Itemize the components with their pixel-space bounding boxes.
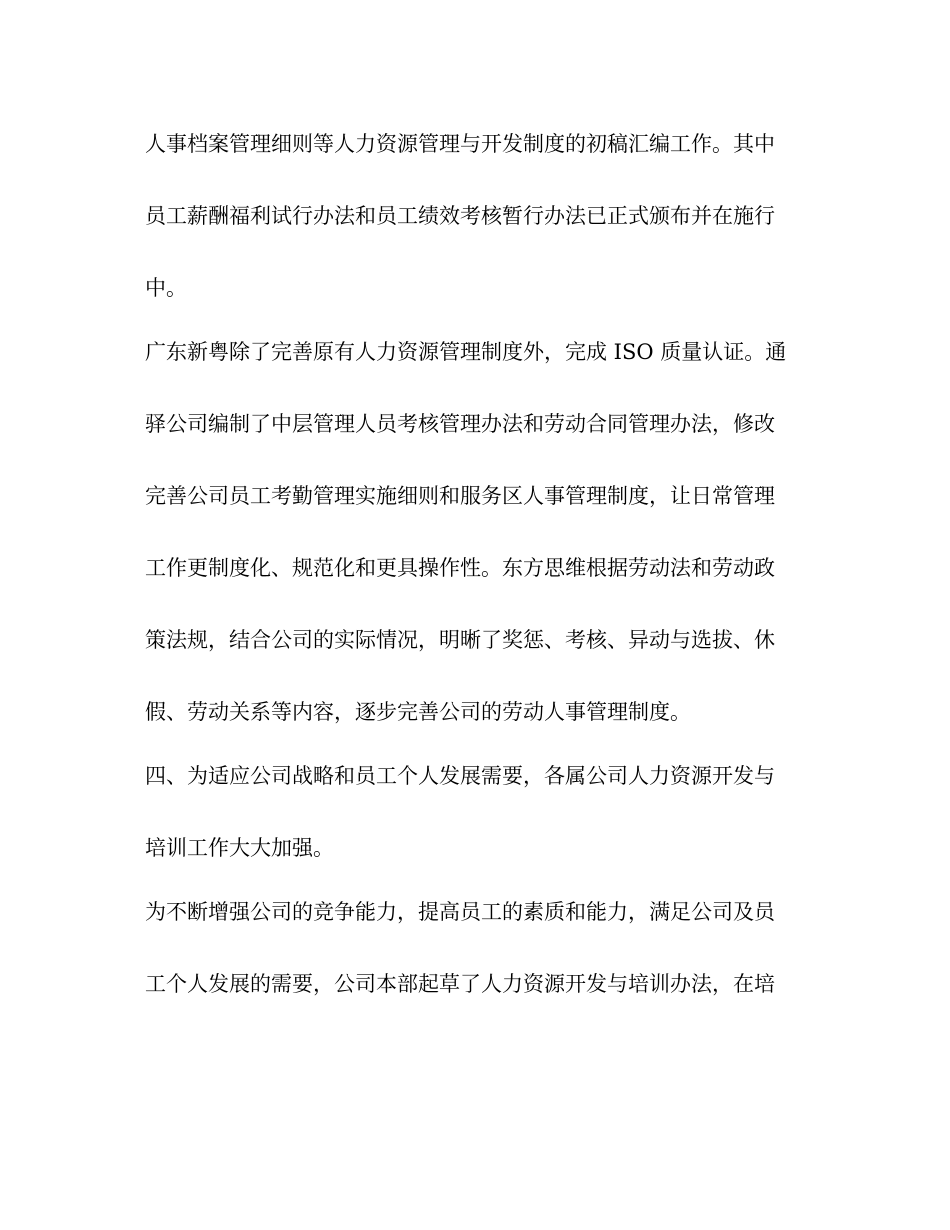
- paragraph-line: 工作更制度化、规范化和更具操作性。东方思维根据劳动法和劳动政: [145, 556, 775, 580]
- paragraph-line: 驿公司编制了中层管理人员考核管理办法和劳动合同管理办法，修改: [145, 412, 775, 436]
- paragraph-line: 四、为适应公司战略和员工个人发展需要，各属公司人力资源开发与: [145, 764, 775, 788]
- paragraph-line: 完善公司员工考勤管理实施细则和服务区人事管理制度，让日常管理: [145, 484, 775, 508]
- paragraph-line: 为不断增强公司的竞争能力，提高员工的素质和能力，满足公司及员: [145, 900, 775, 924]
- paragraph-line: 工个人发展的需要，公司本部起草了人力资源开发与培训办法，在培: [145, 972, 775, 996]
- paragraph-line: 人事档案管理细则等人力资源管理与开发制度的初稿汇编工作。其中: [145, 132, 775, 156]
- paragraph-line: 假、劳动关系等内容，逐步完善公司的劳动人事管理制度。: [145, 700, 691, 724]
- paragraph-line: 策法规，结合公司的实际情况，明晰了奖惩、考核、异动与选拔、休: [145, 628, 775, 652]
- paragraph-line: 员工薪酬福利试行办法和员工绩效考核暂行办法已正式颁布并在施行: [145, 204, 775, 228]
- paragraph-line: 中。: [145, 276, 187, 300]
- paragraph-line: 广东新粤除了完善原有人力资源管理制度外，完成 ISO 质量认证。通: [145, 340, 787, 364]
- paragraph-line: 培训工作大大加强。: [145, 836, 334, 860]
